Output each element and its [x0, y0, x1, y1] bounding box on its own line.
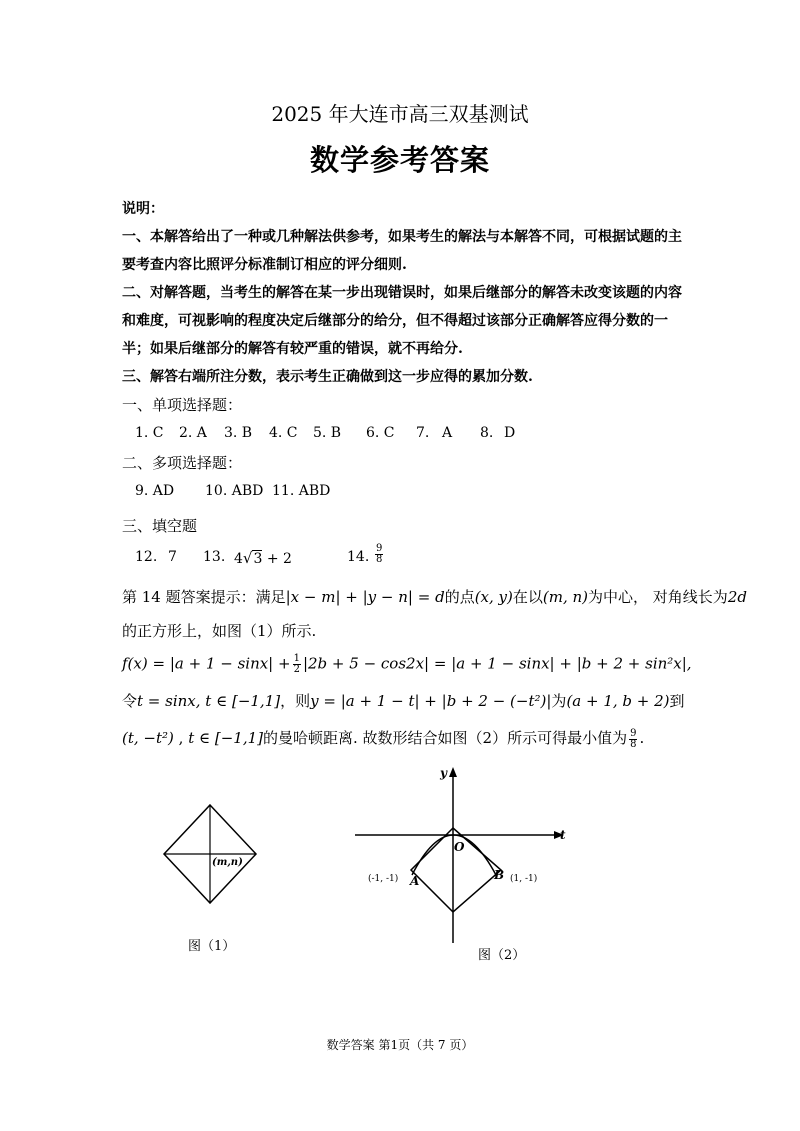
hint-formula: t ∈ [−1,1]	[188, 729, 263, 747]
answer-item: 8.	[480, 425, 494, 441]
answer-rest: + 2	[262, 551, 292, 567]
fraction-numerator: 1	[293, 653, 300, 664]
y-axis-label: y	[440, 766, 447, 780]
fraction-denominator: 8	[376, 554, 383, 565]
hint-formula: t = sinx, t ∈ [−1,1]	[137, 692, 281, 710]
document-subtitle: 数学参考答案	[309, 143, 490, 177]
point-b-label: B	[494, 868, 505, 882]
hint-formula: (x, y)	[474, 588, 513, 606]
answer-number: 12.	[135, 549, 158, 565]
point-a-coord: (-1, -1)	[368, 874, 399, 884]
hint-text: ,	[173, 729, 189, 747]
note-line: 二、对解答题，当考生的解答在某一步出现错误时，如果后继部分的解答未改变该题的内容	[122, 285, 682, 301]
note-line: 半；如果后继部分的解答有较严重的错误，就不再给分.	[122, 341, 463, 357]
hint-text: ，则	[280, 692, 311, 710]
origin-label: O	[454, 840, 465, 854]
hint-line-3	[122, 654, 692, 675]
hint-text: 在以	[512, 588, 543, 606]
answer-item: 7.	[416, 425, 430, 441]
answer-item: 6. C	[366, 425, 395, 441]
hint-text: 令	[122, 692, 138, 710]
answer-number: 13.	[203, 549, 226, 565]
answer-item: 11. ABD	[272, 483, 331, 499]
hint-formula: (a + 1, b + 2)	[566, 692, 670, 710]
answer-value: 7	[168, 549, 177, 565]
figure-2-diagram	[350, 765, 580, 950]
hint-formula: (m, n)	[542, 588, 589, 606]
answer-value	[234, 549, 292, 567]
radicand: 3	[253, 551, 263, 567]
answer-item: 1. C	[135, 425, 164, 441]
hint-line-1	[122, 586, 747, 607]
hint-formula: |x − m| + |y − n| = d	[285, 588, 445, 606]
note-line: 和难度，可视影响的程度决定后继部分的给分，但不得超过该部分正确解答应得分数的一	[122, 313, 668, 329]
fraction-denominator: 2	[293, 664, 300, 675]
hint-text: 为中心， 对角线长为	[588, 588, 728, 606]
hint-text: 为	[551, 692, 567, 710]
answer-item: 9. AD	[135, 483, 175, 499]
multi-choice-heading: 二、多项选择题：	[122, 454, 243, 472]
figure-2-caption: 图（2）	[478, 948, 526, 963]
single-choice-heading: 一、单项选择题：	[122, 396, 243, 414]
hint-text: 的曼哈顿距离. 故数形结合如图（2）所示可得最小值为	[263, 729, 628, 747]
hint-line-4	[122, 690, 685, 711]
point-a-label: A	[410, 874, 420, 888]
fraction-numerator: 9	[630, 727, 637, 739]
answer-item: 5. B	[313, 425, 342, 441]
page-footer: 数学答案 第1页（共 7 页）	[326, 1038, 474, 1052]
point-b-coord: (1, -1)	[510, 874, 538, 884]
answer-item: D	[504, 425, 516, 441]
t-axis-label: t	[560, 828, 566, 842]
fraction-numerator: 9	[376, 543, 383, 554]
coefficient: 4	[234, 551, 243, 567]
hint-text: 到	[669, 692, 685, 710]
fill-blank-heading: 三、填空题	[122, 517, 198, 535]
hint-text: .	[639, 729, 645, 747]
hint-formula: (t, −t²)	[122, 729, 174, 747]
note-line: 要考查内容比照评分标准制订相应的评分细则.	[122, 257, 407, 273]
center-label: (m,n)	[212, 857, 243, 868]
sqrt-symbol: √	[242, 549, 253, 567]
answer-item: 2. A	[179, 425, 207, 441]
note-line: 三、解答右端所注分数，表示考生正确做到这一步应得的累加分数.	[122, 369, 533, 385]
hint-text: 的点	[444, 588, 475, 606]
hint-formula: y = |a + 1 − t| + |b + 2 − (−t²)|	[310, 692, 552, 710]
figure-1-caption: 图（1）	[188, 939, 236, 954]
notes-heading: 说明：	[122, 201, 164, 217]
answer-number: 14.	[347, 549, 370, 565]
note-line: 一、本解答给出了一种或几种解法供参考，如果考生的解法与本解答不同，可根据试题的主	[122, 229, 682, 245]
hint-formula: f(x) = |a + 1 − sinx| +	[122, 654, 291, 673]
hint-formula: 2d	[727, 588, 747, 606]
answer-item: A	[442, 425, 453, 441]
fraction-denominator: 8	[630, 738, 637, 750]
answer-item: 3. B	[224, 425, 253, 441]
figure-1-diagram	[150, 795, 280, 925]
hint-formula: |2b + 5 − cos2x| = |a + 1 − sinx| + |b + 2 + sin²x|,	[302, 654, 692, 673]
hint-text: 第 14 题答案提示：满足	[122, 588, 286, 606]
hint-line-2: 的正方形上，如图（1）所示.	[122, 622, 317, 640]
hint-line-5	[122, 727, 644, 750]
y-axis-arrow	[449, 767, 457, 777]
exam-title: 2025 年大连市高三双基测试	[271, 102, 529, 126]
answer-item: 4. C	[269, 425, 298, 441]
answer-item: 10. ABD	[205, 483, 264, 499]
answer-fraction	[373, 544, 385, 565]
